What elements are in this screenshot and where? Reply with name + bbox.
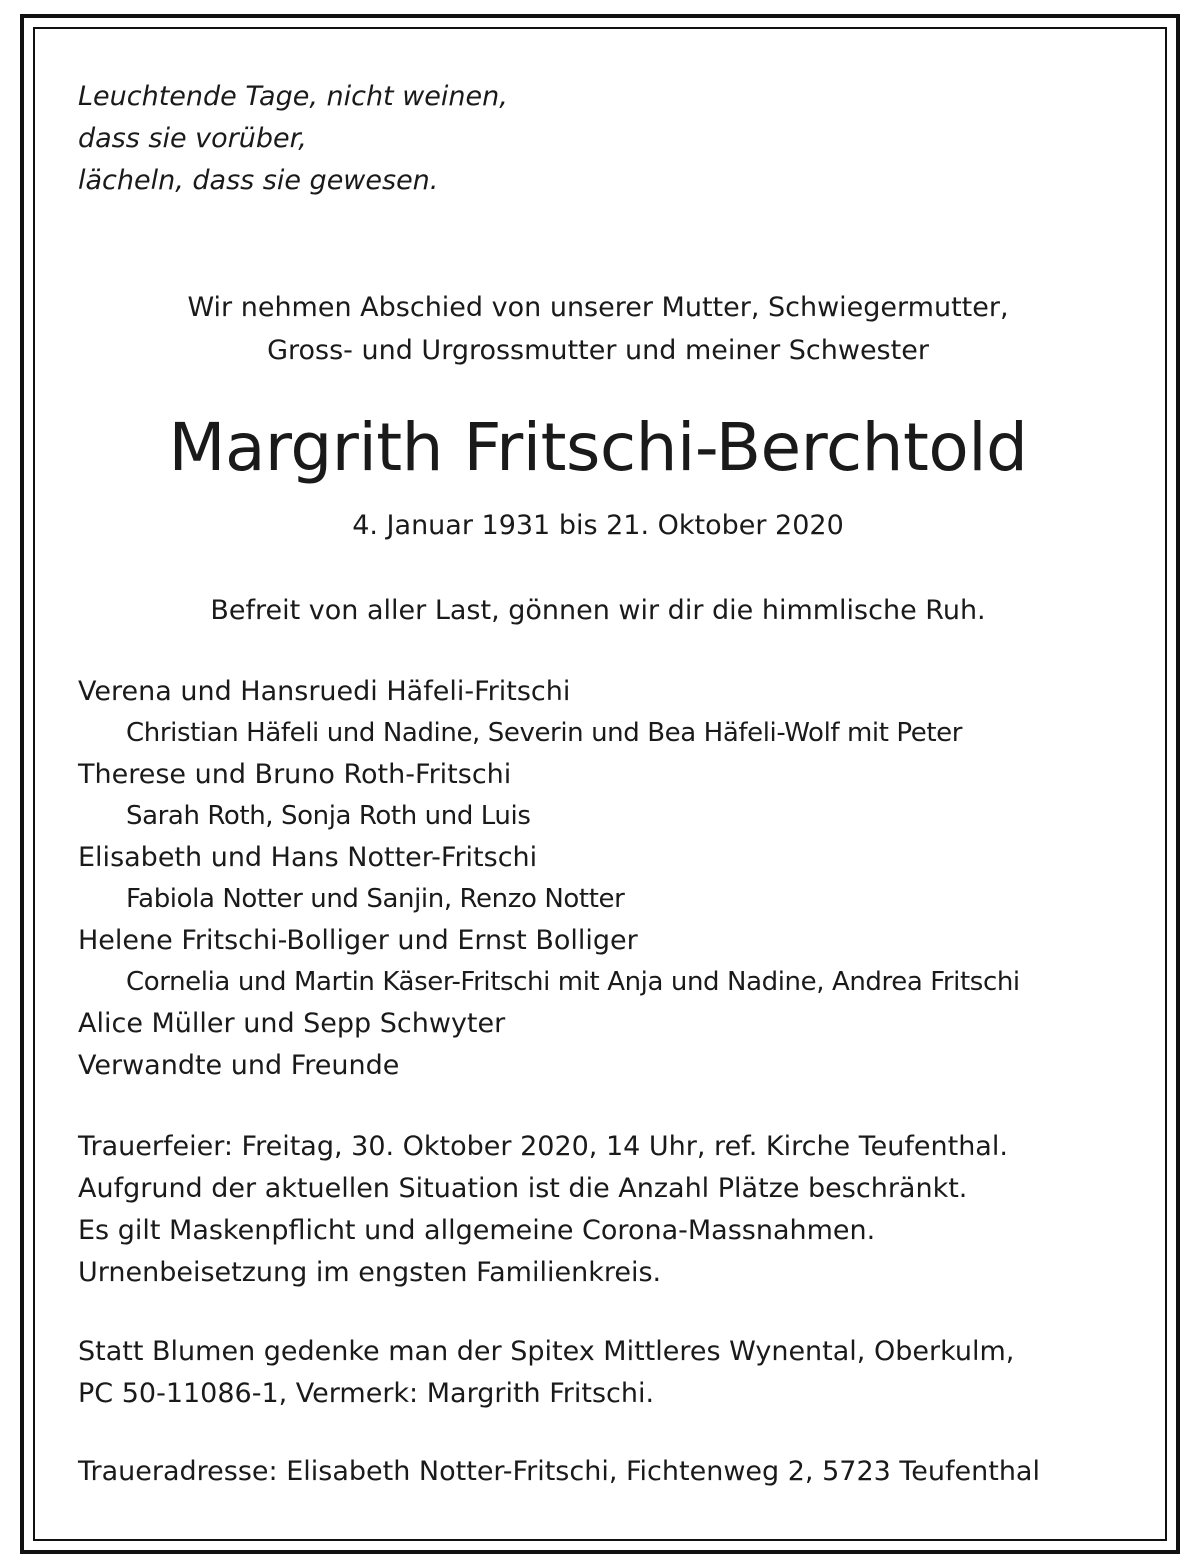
poem [78,76,1148,202]
intro-line: Wir nehmen Abschied von unserer Mutter, Schwiegermutter, [187,292,1009,323]
mourner-descendants: Cornelia und Martin Käser-Fritschi mit Anja und Nadine, Andrea Fritschi [126,966,1020,997]
obituary-notice [78,76,1148,1487]
intro-line: Gross- und Urgrossmutter und meiner Schwester [267,335,929,366]
mourning-address: Traueradresse: Elisabeth Notter-Fritschi, Fichtenweg 2, 5723 Teufenthal [78,1456,1040,1487]
donation-line: PC 50-11086-1, Vermerk: Margrith Fritschi. [78,1378,655,1409]
poem-line: Leuchtende Tage, nicht weinen, [78,81,508,112]
donation-info [78,1331,1148,1415]
life-dates: 4. Januar 1931 bis 21. Oktober 2020 [352,510,844,541]
motto: Befreit von aller Last, gönnen wir dir die himmlische Ruh. [210,595,986,626]
mourner-family: Alice Müller und Sepp Schwyter [78,1008,506,1039]
ceremony-line: Es gilt Maskenpflicht und allgemeine Corona-Massnahmen. [78,1215,876,1246]
mourner-descendants: Christian Häfeli und Nadine, Severin und Bea Häfeli-Wolf mit Peter [126,717,963,748]
ceremony-line: Urnenbeisetzung im engsten Familienkreis. [78,1257,662,1288]
ceremony-line: Aufgrund der aktuellen Situation ist die Anzahl Plätze beschränkt. [78,1173,968,1204]
mourner-family: Helene Fritschi-Bolliger und Ernst Bolliger [78,925,638,956]
mourner-descendants: Sarah Roth, Sonja Roth und Luis [126,800,531,831]
mourners-list [78,671,1148,1086]
mourner-family: Elisabeth und Hans Notter-Fritschi [78,842,538,873]
intro-text [78,286,1118,372]
donation-line: Statt Blumen gedenke man der Spitex Mittleres Wynental, Oberkulm, [78,1336,1015,1367]
mourner-descendants: Fabiola Notter und Sanjin, Renzo Notter [126,883,625,914]
mourner-family: Therese und Bruno Roth-Fritschi [78,759,512,790]
poem-line: dass sie vorüber, [78,123,307,154]
poem-line: lächeln, dass sie gewesen. [78,165,439,196]
mourner-family: Verwandte und Freunde [78,1049,400,1081]
mourner-family: Verena und Hansruedi Häfeli-Fritschi [78,676,571,707]
ceremony-info [78,1126,1148,1294]
ceremony-line: Trauerfeier: Freitag, 30. Oktober 2020, 14 Uhr, ref. Kirche Teufenthal. [78,1131,1008,1162]
deceased-name: Margrith Fritschi-Berchtold [168,409,1028,486]
